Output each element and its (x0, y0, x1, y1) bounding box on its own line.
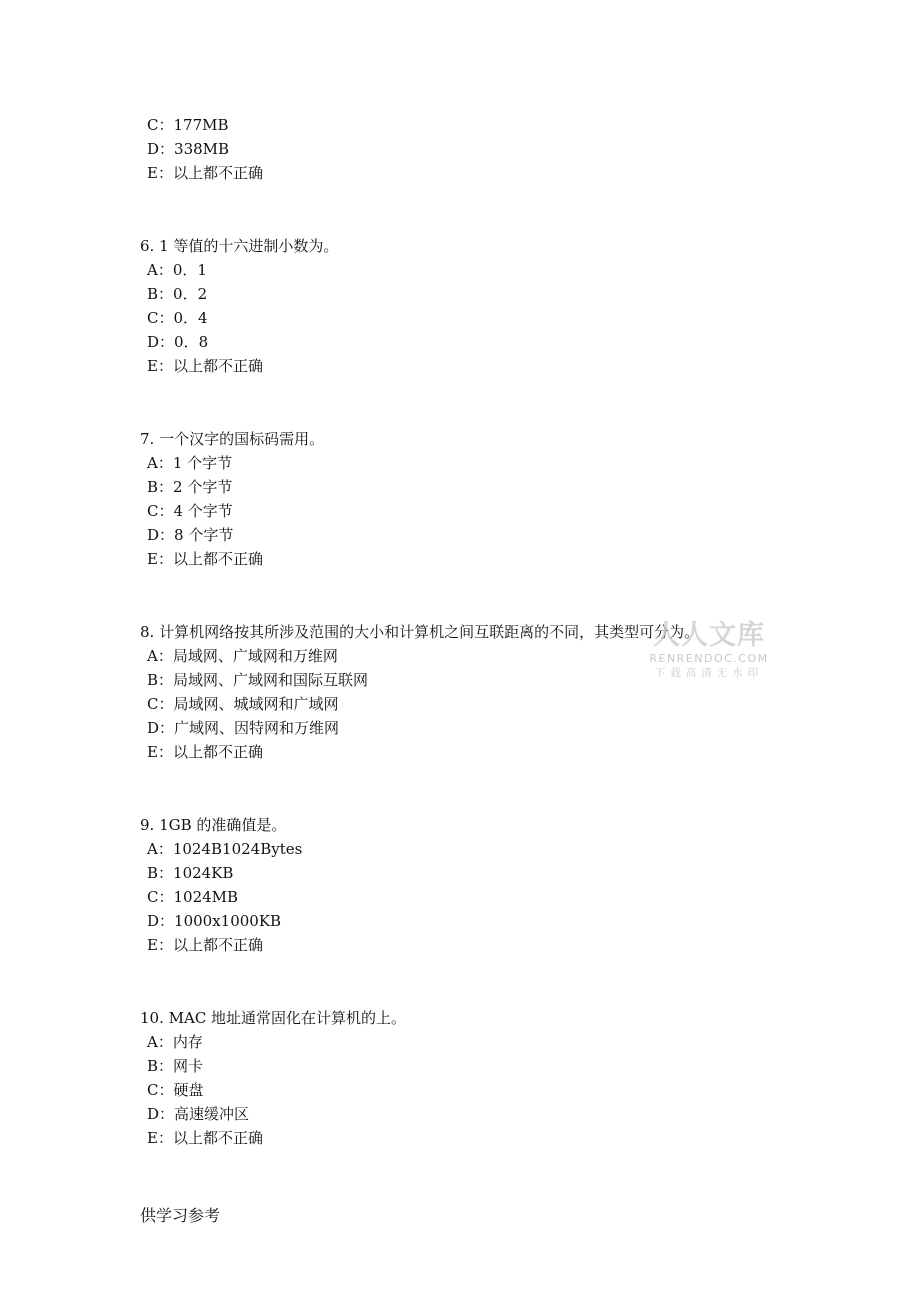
watermark-url: RENRENDOC.COM (649, 652, 769, 665)
option-d: D：338MB (147, 140, 230, 158)
q6-option-b: B：0．2 (147, 285, 208, 303)
q7-option-b: B：2 个字节 (147, 478, 233, 496)
q10-option-e: E：以上都不正确 (147, 1129, 263, 1147)
q7-option-a: A：1 个字节 (147, 454, 233, 472)
q10-option-d: D：高速缓冲区 (147, 1105, 250, 1123)
q9-option-b: B：1024KB (147, 864, 234, 882)
question-8: 8. 计算机网络按其所涉及范围的大小和计算机之间互联距离的不同，其类型可分为。 (140, 623, 700, 641)
watermark (646, 620, 772, 684)
q6-option-a: A：0．1 (147, 261, 207, 279)
q7-option-e: E：以上都不正确 (147, 550, 263, 568)
q10-option-b: B：网卡 (147, 1057, 204, 1075)
q9-option-e: E：以上都不正确 (147, 936, 263, 954)
footer-text: 供学习参考 (140, 1206, 221, 1225)
watermark-slogan: 下载高清无水印 (654, 667, 764, 679)
q6-option-d: D：0．8 (147, 333, 209, 351)
question-9: 9. 1GB 的准确值是。 (140, 816, 287, 834)
q10-option-c: C：硬盘 (147, 1081, 204, 1099)
question-7: 7. 一个汉字的国标码需用。 (140, 430, 325, 448)
q8-option-c: C：局域网、城域网和广域网 (147, 695, 339, 713)
q8-option-e: E：以上都不正确 (147, 743, 263, 761)
q9-option-c: C：1024MB (147, 888, 239, 906)
watermark-logo: 人人文库 (653, 620, 765, 651)
q6-option-c: C：0．4 (147, 309, 208, 327)
q7-option-d: D：8 个字节 (147, 526, 234, 544)
q8-option-d: D：广域网、因特网和万维网 (147, 719, 340, 737)
q8-option-b: B：局域网、广域网和国际互联网 (147, 671, 369, 689)
q7-option-c: C：4 个字节 (147, 502, 233, 520)
q9-option-d: D：1000x1000KB (147, 912, 282, 930)
q10-option-a: A：内存 (147, 1033, 203, 1051)
option-e: E：以上都不正确 (147, 164, 263, 182)
q8-option-a: A：局域网、广域网和万维网 (147, 647, 338, 665)
option-c: C：177MB (147, 116, 229, 134)
q9-option-a: A：1024B1024Bytes (147, 840, 303, 858)
q6-option-e: E：以上都不正确 (147, 357, 263, 375)
question-6: 6. 1 等值的十六进制小数为。 (140, 237, 339, 255)
question-10: 10. MAC 地址通常固化在计算机的上。 (140, 1009, 407, 1027)
